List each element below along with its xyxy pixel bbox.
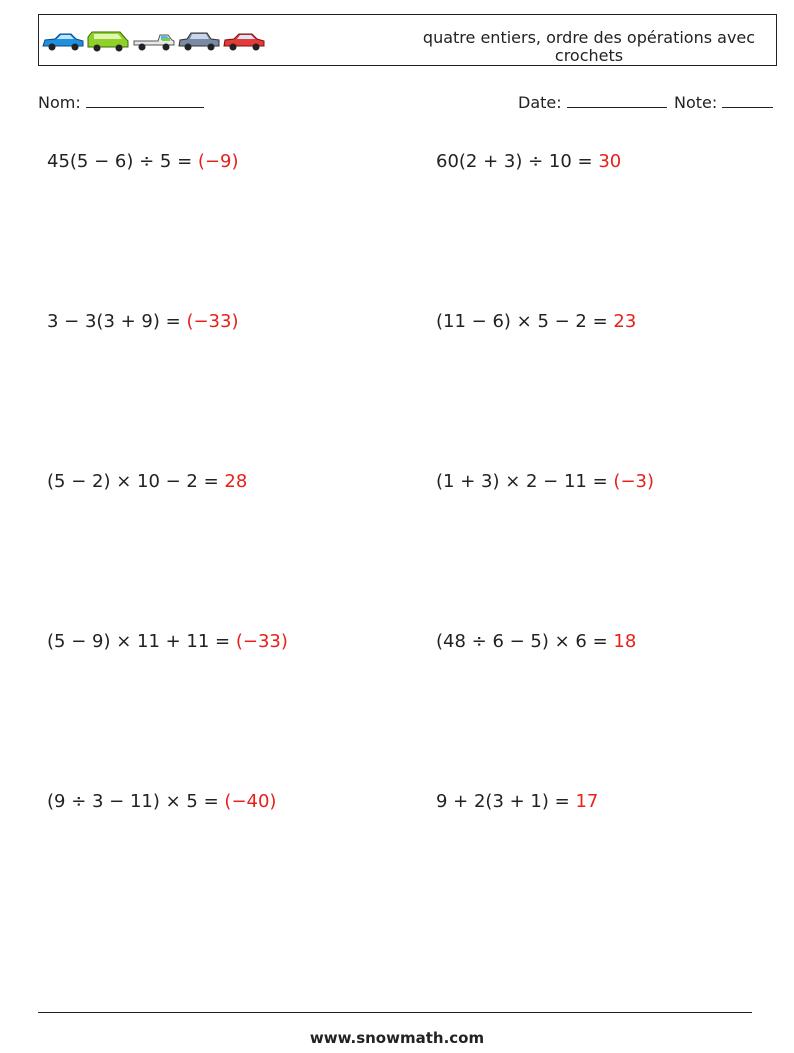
date-label: Date:	[518, 93, 562, 112]
problem-4	[436, 311, 636, 332]
problem-answer: 30	[598, 151, 622, 172]
grade-field	[674, 93, 773, 112]
worksheet-title	[399, 29, 779, 65]
problem-answer: (−33)	[186, 311, 239, 332]
footer-divider	[38, 1012, 752, 1013]
date-field	[518, 93, 667, 112]
blue-car-icon	[41, 29, 85, 53]
problem-expression: (11 − 6) × 5 − 2 =	[436, 311, 608, 332]
name-field	[38, 93, 204, 112]
problem-answer: (−3)	[613, 471, 655, 492]
footer-url: www.snowmath.com	[309, 1029, 485, 1047]
title-line-2: crochets	[554, 46, 624, 65]
problem-expression: (5 − 2) × 10 − 2 =	[47, 471, 219, 492]
title-line-1: quatre entiers, ordre des opérations avec	[422, 28, 756, 47]
problem-expression: 9 + 2(3 + 1) =	[436, 791, 570, 812]
problem-expression: (48 ÷ 6 − 5) × 6 =	[436, 631, 608, 652]
date-blank	[567, 93, 667, 108]
problem-expression: 45(5 − 6) ÷ 5 =	[47, 151, 193, 172]
problem-2	[436, 151, 621, 172]
problem-1	[47, 151, 239, 172]
problem-expression: 3 − 3(3 + 9) =	[47, 311, 181, 332]
problem-answer: 28	[224, 471, 248, 492]
problem-10	[436, 791, 598, 812]
problem-answer: 18	[613, 631, 637, 652]
red-car-icon	[222, 29, 266, 53]
problem-answer: (−40)	[224, 791, 277, 812]
problem-expression: (5 − 9) × 11 + 11 =	[47, 631, 231, 652]
name-label: Nom:	[38, 93, 81, 112]
problem-8	[436, 631, 636, 652]
problem-answer: (−9)	[197, 151, 239, 172]
pickup-truck-icon	[132, 29, 176, 53]
problem-expression: (1 + 3) × 2 − 11 =	[436, 471, 608, 492]
grade-blank	[722, 93, 773, 108]
problem-6	[436, 471, 654, 492]
problem-expression: 60(2 + 3) ÷ 10 =	[436, 151, 593, 172]
problem-7	[47, 631, 288, 652]
worksheet-header	[38, 14, 777, 66]
problem-expression: (9 ÷ 3 − 11) × 5 =	[47, 791, 219, 812]
green-van-icon	[86, 29, 130, 53]
grade-label: Note:	[674, 93, 718, 112]
problem-9	[47, 791, 276, 812]
problem-answer: (−33)	[235, 631, 288, 652]
problem-3	[47, 311, 238, 332]
problem-answer: 23	[613, 311, 637, 332]
name-blank	[86, 93, 204, 108]
problem-5	[47, 471, 247, 492]
gray-car-icon	[177, 29, 221, 53]
problem-answer: 17	[575, 791, 599, 812]
